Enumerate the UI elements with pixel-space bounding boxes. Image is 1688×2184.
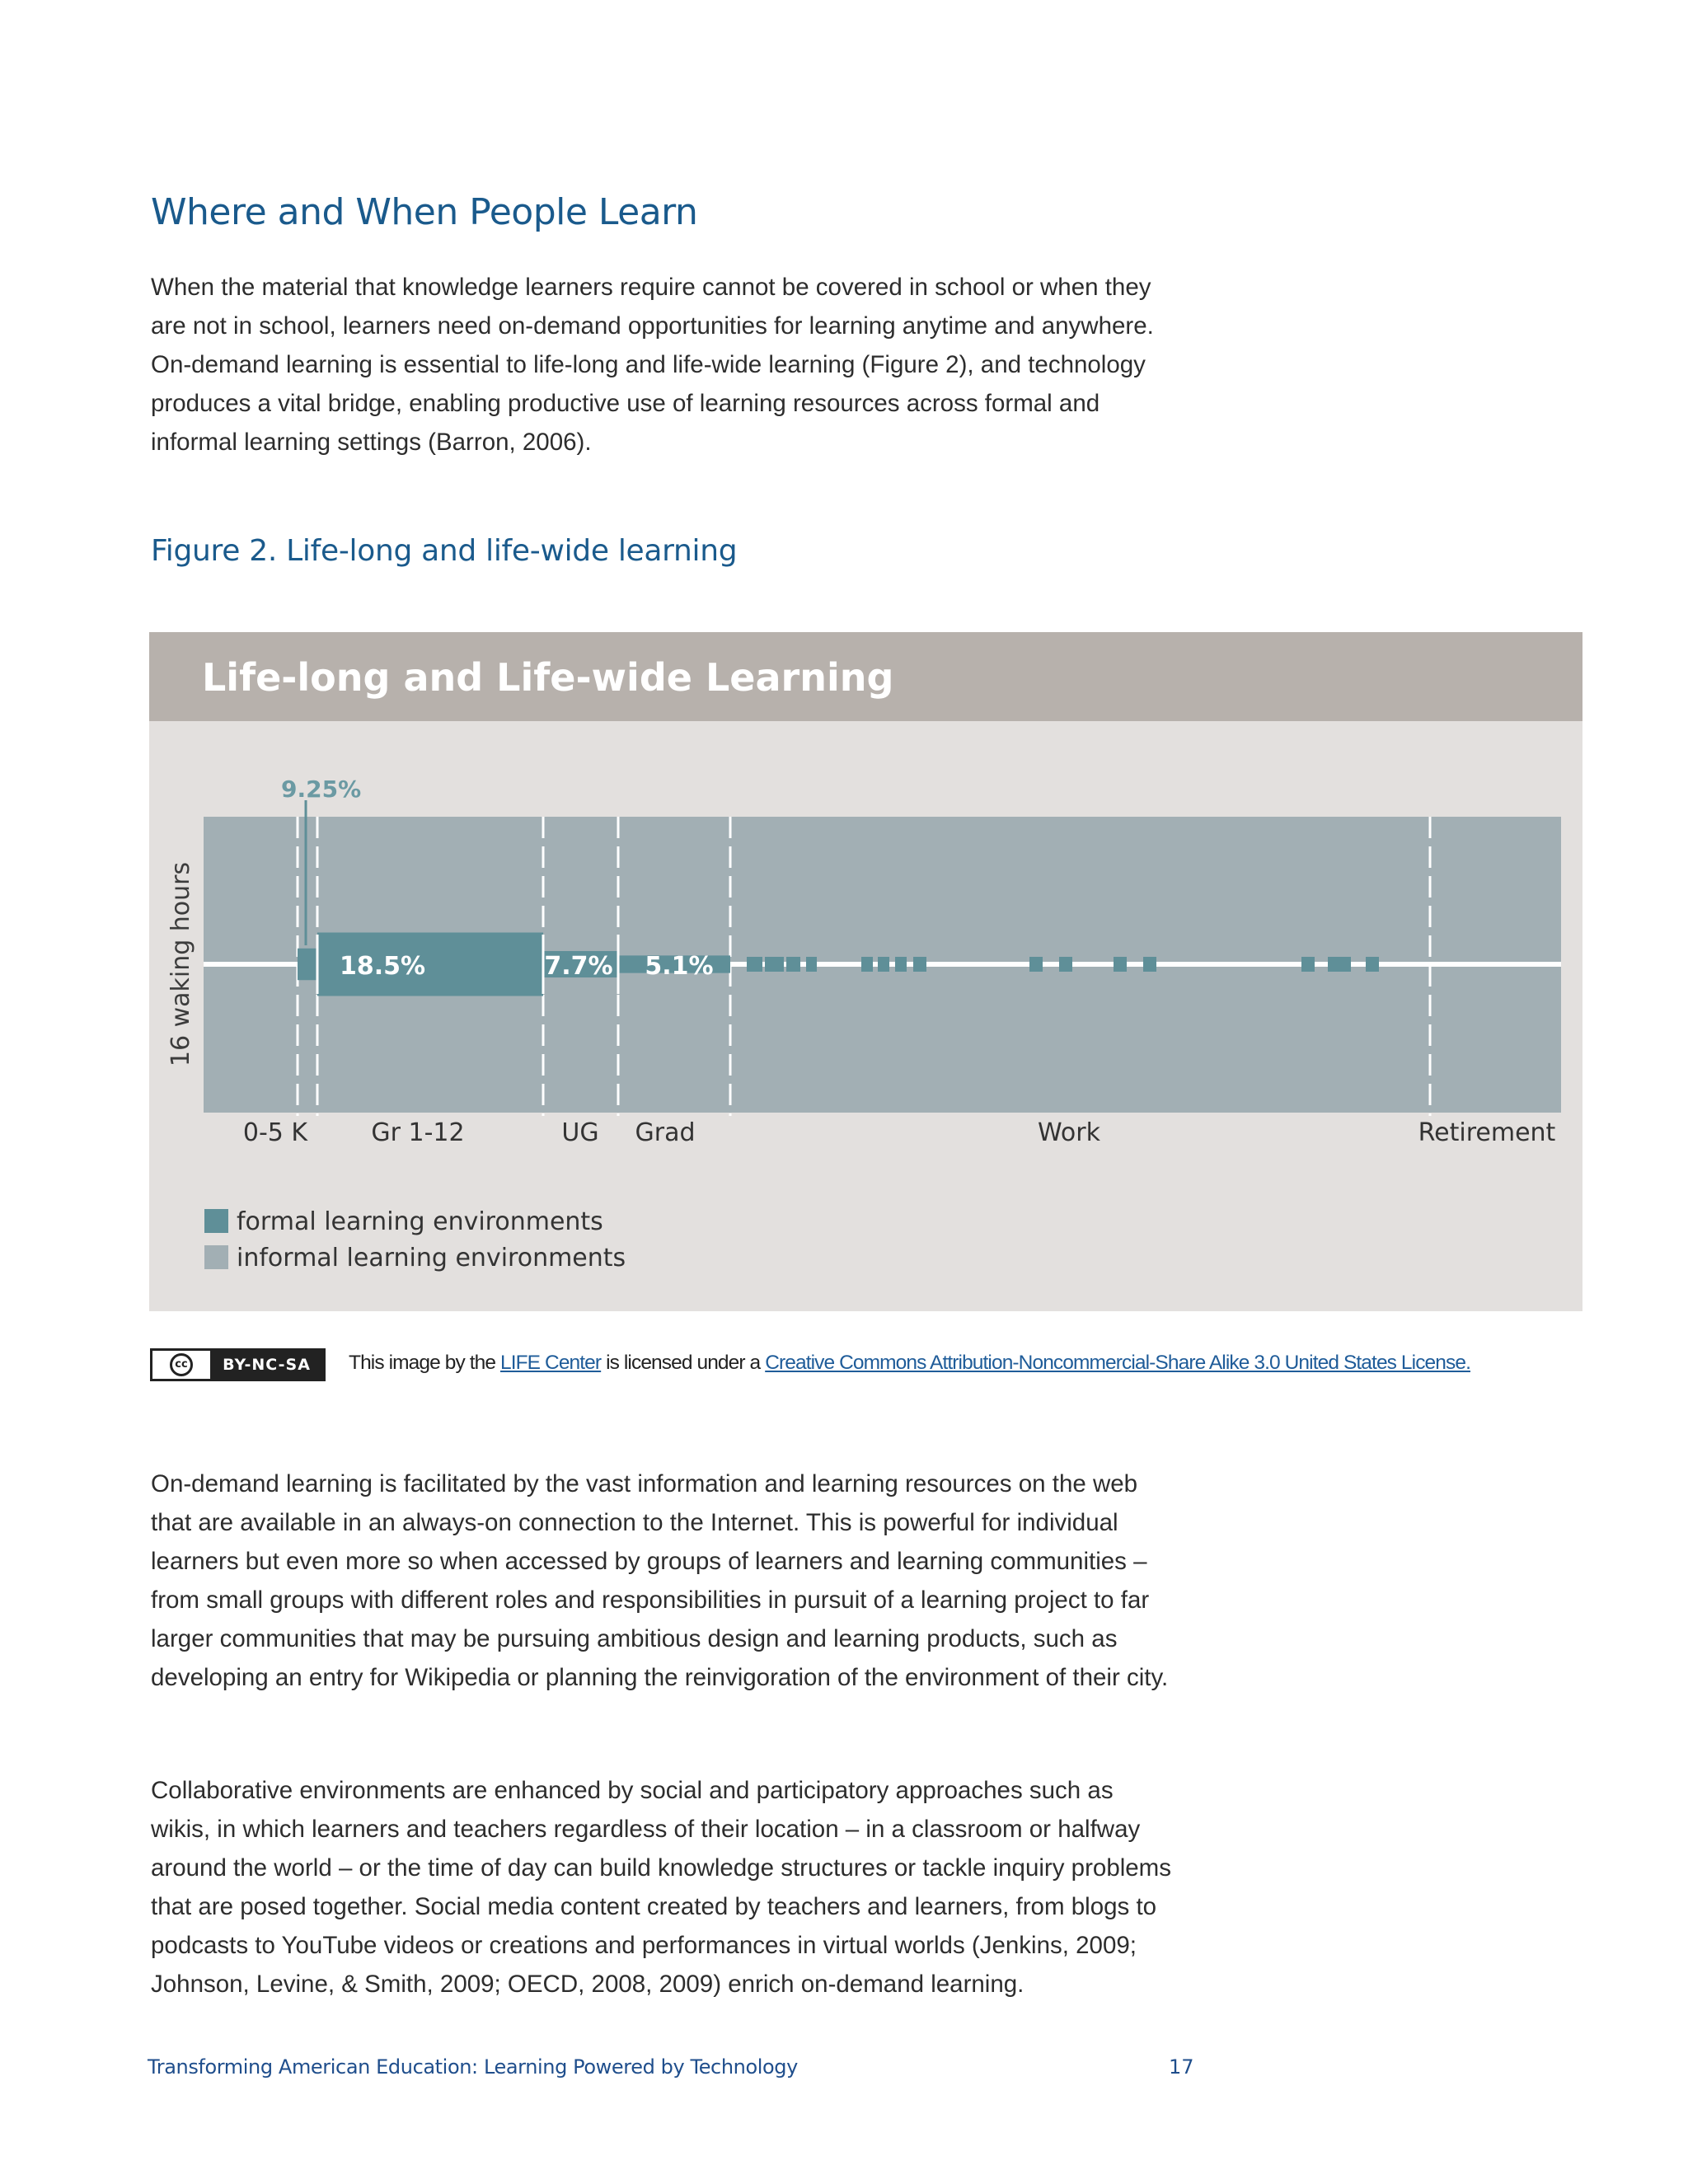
legend-swatch-formal [204, 1209, 228, 1233]
formal-dot [1301, 957, 1315, 972]
legend-label-formal: formal learning environments [237, 1207, 603, 1236]
formal-dot [786, 957, 800, 972]
license-link[interactable]: Creative Commons Attribution-Noncommercial-Share Alike 3.0 United States License. [765, 1352, 1470, 1374]
formal-dot [1328, 957, 1351, 972]
formal-dot [913, 957, 926, 972]
x-tick-grad: Grad [635, 1118, 696, 1147]
formal-bar-0-5-k [298, 949, 317, 981]
value-label-ug: 7.7% [544, 952, 613, 981]
intro-paragraph: When the material that knowledge learners require cannot be covered in school or when they are not in school, learners need on-demand opportunities for learning anytime and anywhere. On-demand learning is essential to life-long and life-wide learning (Figure 2), and technology produces a vital bridge, enabling productive use of learning resources across formal and informal learning settings (Barron, 2006). [151, 274, 1154, 456]
body-paragraph-3: Collaborative environments are enhanced by social and participatory approaches such as wikis, in which learners and teachers regardless of their location – in a classroom or halfway around the world – or the time of day can build knowledge structures or tackle inquiry problems that are posed together. Social media content created by teachers and learners, from blogs to podcasts to YouTube videos or creations and performances in virtual worlds (Jenkins, 2009; Johnson, Levine, & Smith, 2009; OECD, 2008, 2009) enrich on-demand learning. [151, 1777, 1172, 1998]
cc-license-badge[interactable] [150, 1348, 326, 1381]
license-label: BY-NC-SA [210, 1351, 323, 1379]
formal-dot [1059, 957, 1072, 972]
x-tick-gr-1-12: Gr 1-12 [371, 1118, 465, 1147]
value-label-gr-1-12: 18.5% [339, 952, 426, 981]
life-learning-chart [149, 632, 1582, 1311]
legend-label-informal: informal learning environments [237, 1244, 626, 1272]
formal-dot [747, 957, 762, 972]
x-tick-work: Work [1038, 1118, 1100, 1147]
x-tick-0-5-k: 0-5 K [242, 1118, 308, 1147]
value-label-0-5k: 9.25% [281, 776, 362, 803]
y-axis-label: 16 waking hours [166, 861, 195, 1067]
chart-title: Life-long and Life-wide Learning [202, 655, 894, 700]
formal-dot [878, 957, 889, 972]
attribution-text: This image by the LIFE Center is licensed under a Creative Commons Attribution-Noncommercial-Share Alike 3.0 United States License. [349, 1352, 1470, 1374]
page-number: 17 [1169, 2055, 1194, 2079]
formal-dot [806, 957, 817, 972]
formal-dot [1114, 957, 1127, 972]
x-tick-retirement: Retirement [1418, 1118, 1556, 1147]
formal-dot [1143, 957, 1156, 972]
legend-swatch-informal [204, 1245, 228, 1269]
value-label-grad: 5.1% [645, 952, 714, 981]
formal-dot [1029, 957, 1043, 972]
life-center-link[interactable]: LIFE Center [499, 1352, 602, 1374]
formal-dot [1366, 957, 1379, 972]
footer-title: Transforming American Education: Learning Powered by Technology [148, 2055, 798, 2079]
formal-dot [861, 957, 873, 972]
formal-dot [895, 957, 907, 972]
x-tick-ug: UG [561, 1118, 599, 1147]
body-paragraph-2: On-demand learning is facilitated by the vast information and learning resources on the web that are available in an always-on connection to the Internet. This is powerful for individual learners but even more so when accessed by groups of learners and learning communities – from small groups with different roles and responsibilities in pursuit of a learning project to far larger communities that may be pursuing ambitious design and learning products, such as developing an entry for Wikipedia or planning the reinvigoration of the environment of their city. [151, 1470, 1169, 1691]
formal-dot [765, 957, 784, 972]
section-title: Where and When People Learn [151, 191, 698, 233]
cc-icon: cc [152, 1351, 210, 1379]
figure-caption: Figure 2. Life-long and life-wide learning [151, 534, 738, 568]
